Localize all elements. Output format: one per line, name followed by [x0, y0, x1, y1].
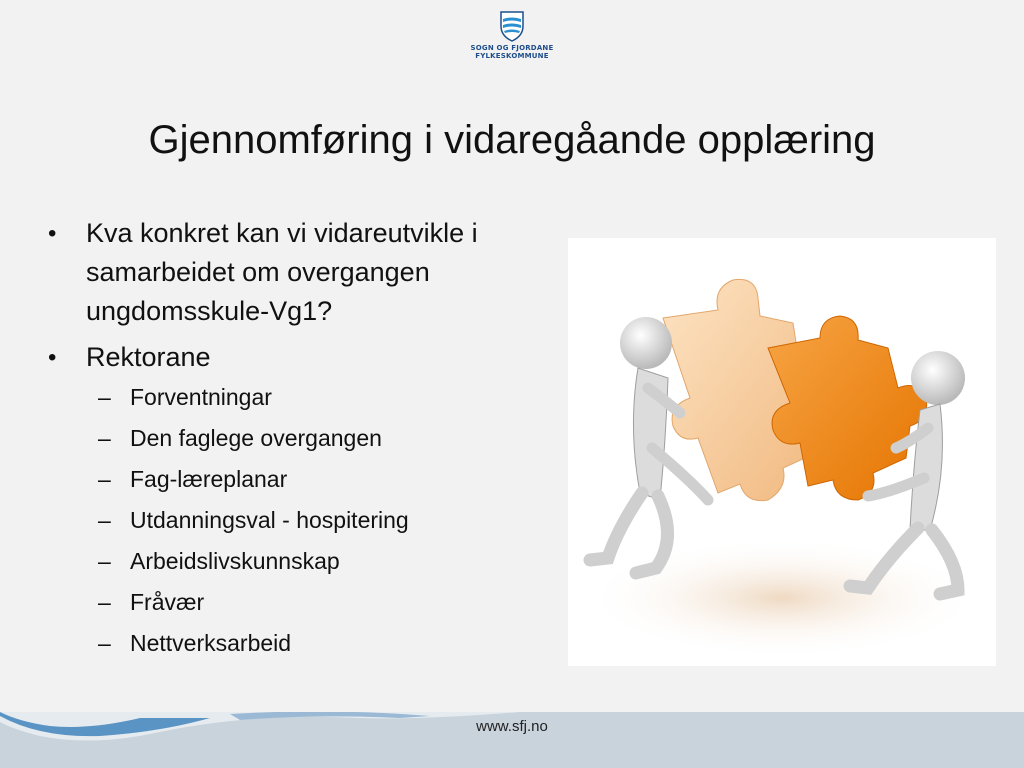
dash-icon: –: [98, 548, 111, 574]
sub-item-text: Forventningar: [130, 384, 272, 410]
bullet-icon: •: [48, 344, 57, 371]
bullet-text: Rektorane: [86, 342, 211, 372]
sub-item: [48, 582, 558, 623]
logo-line-1: SOGN OG FJORDANE: [470, 44, 554, 52]
sub-item-text: Den faglege overgangen: [130, 425, 382, 451]
dash-icon: –: [98, 507, 111, 533]
sub-item-text: Utdanningsval - hospitering: [130, 507, 409, 533]
puzzle-figures-image: [568, 238, 996, 666]
sub-item: [48, 418, 558, 459]
sub-item-text: Fråvær: [130, 589, 205, 615]
sub-item-text: Fag-læreplanar: [130, 466, 288, 492]
bullet-text: Kva konkret kan vi vidareutvikle i samarbeidet om overgangen ungdomsskule-Vg1?: [86, 218, 478, 326]
puzzle-illustration: [568, 238, 996, 666]
sub-item: [48, 541, 558, 582]
logo: [466, 10, 558, 70]
bullet-list: [48, 214, 558, 664]
dash-icon: –: [98, 466, 111, 492]
bullet-icon: •: [48, 220, 57, 247]
dash-icon: –: [98, 630, 111, 656]
sub-item: [48, 500, 558, 541]
logo-line-2: FYLKESKOMMUNE: [475, 52, 549, 60]
dash-icon: –: [98, 589, 111, 615]
dash-icon: –: [98, 425, 111, 451]
bullet-item: [48, 338, 558, 377]
slide-title: Gjennomføring i vidaregåande opplæring: [148, 118, 876, 162]
sub-item: [48, 459, 558, 500]
sub-item: [48, 377, 558, 418]
logo-text: [466, 44, 558, 60]
sub-item: [48, 623, 558, 664]
dash-icon: –: [98, 384, 111, 410]
shield-icon: [499, 10, 525, 42]
sub-item-text: Arbeidslivskunnskap: [130, 548, 340, 574]
sub-item-text: Nettverksarbeid: [130, 630, 292, 656]
bullet-item: [48, 214, 558, 331]
sub-list: [48, 377, 558, 664]
footer-url: www.sfj.no: [476, 718, 548, 735]
